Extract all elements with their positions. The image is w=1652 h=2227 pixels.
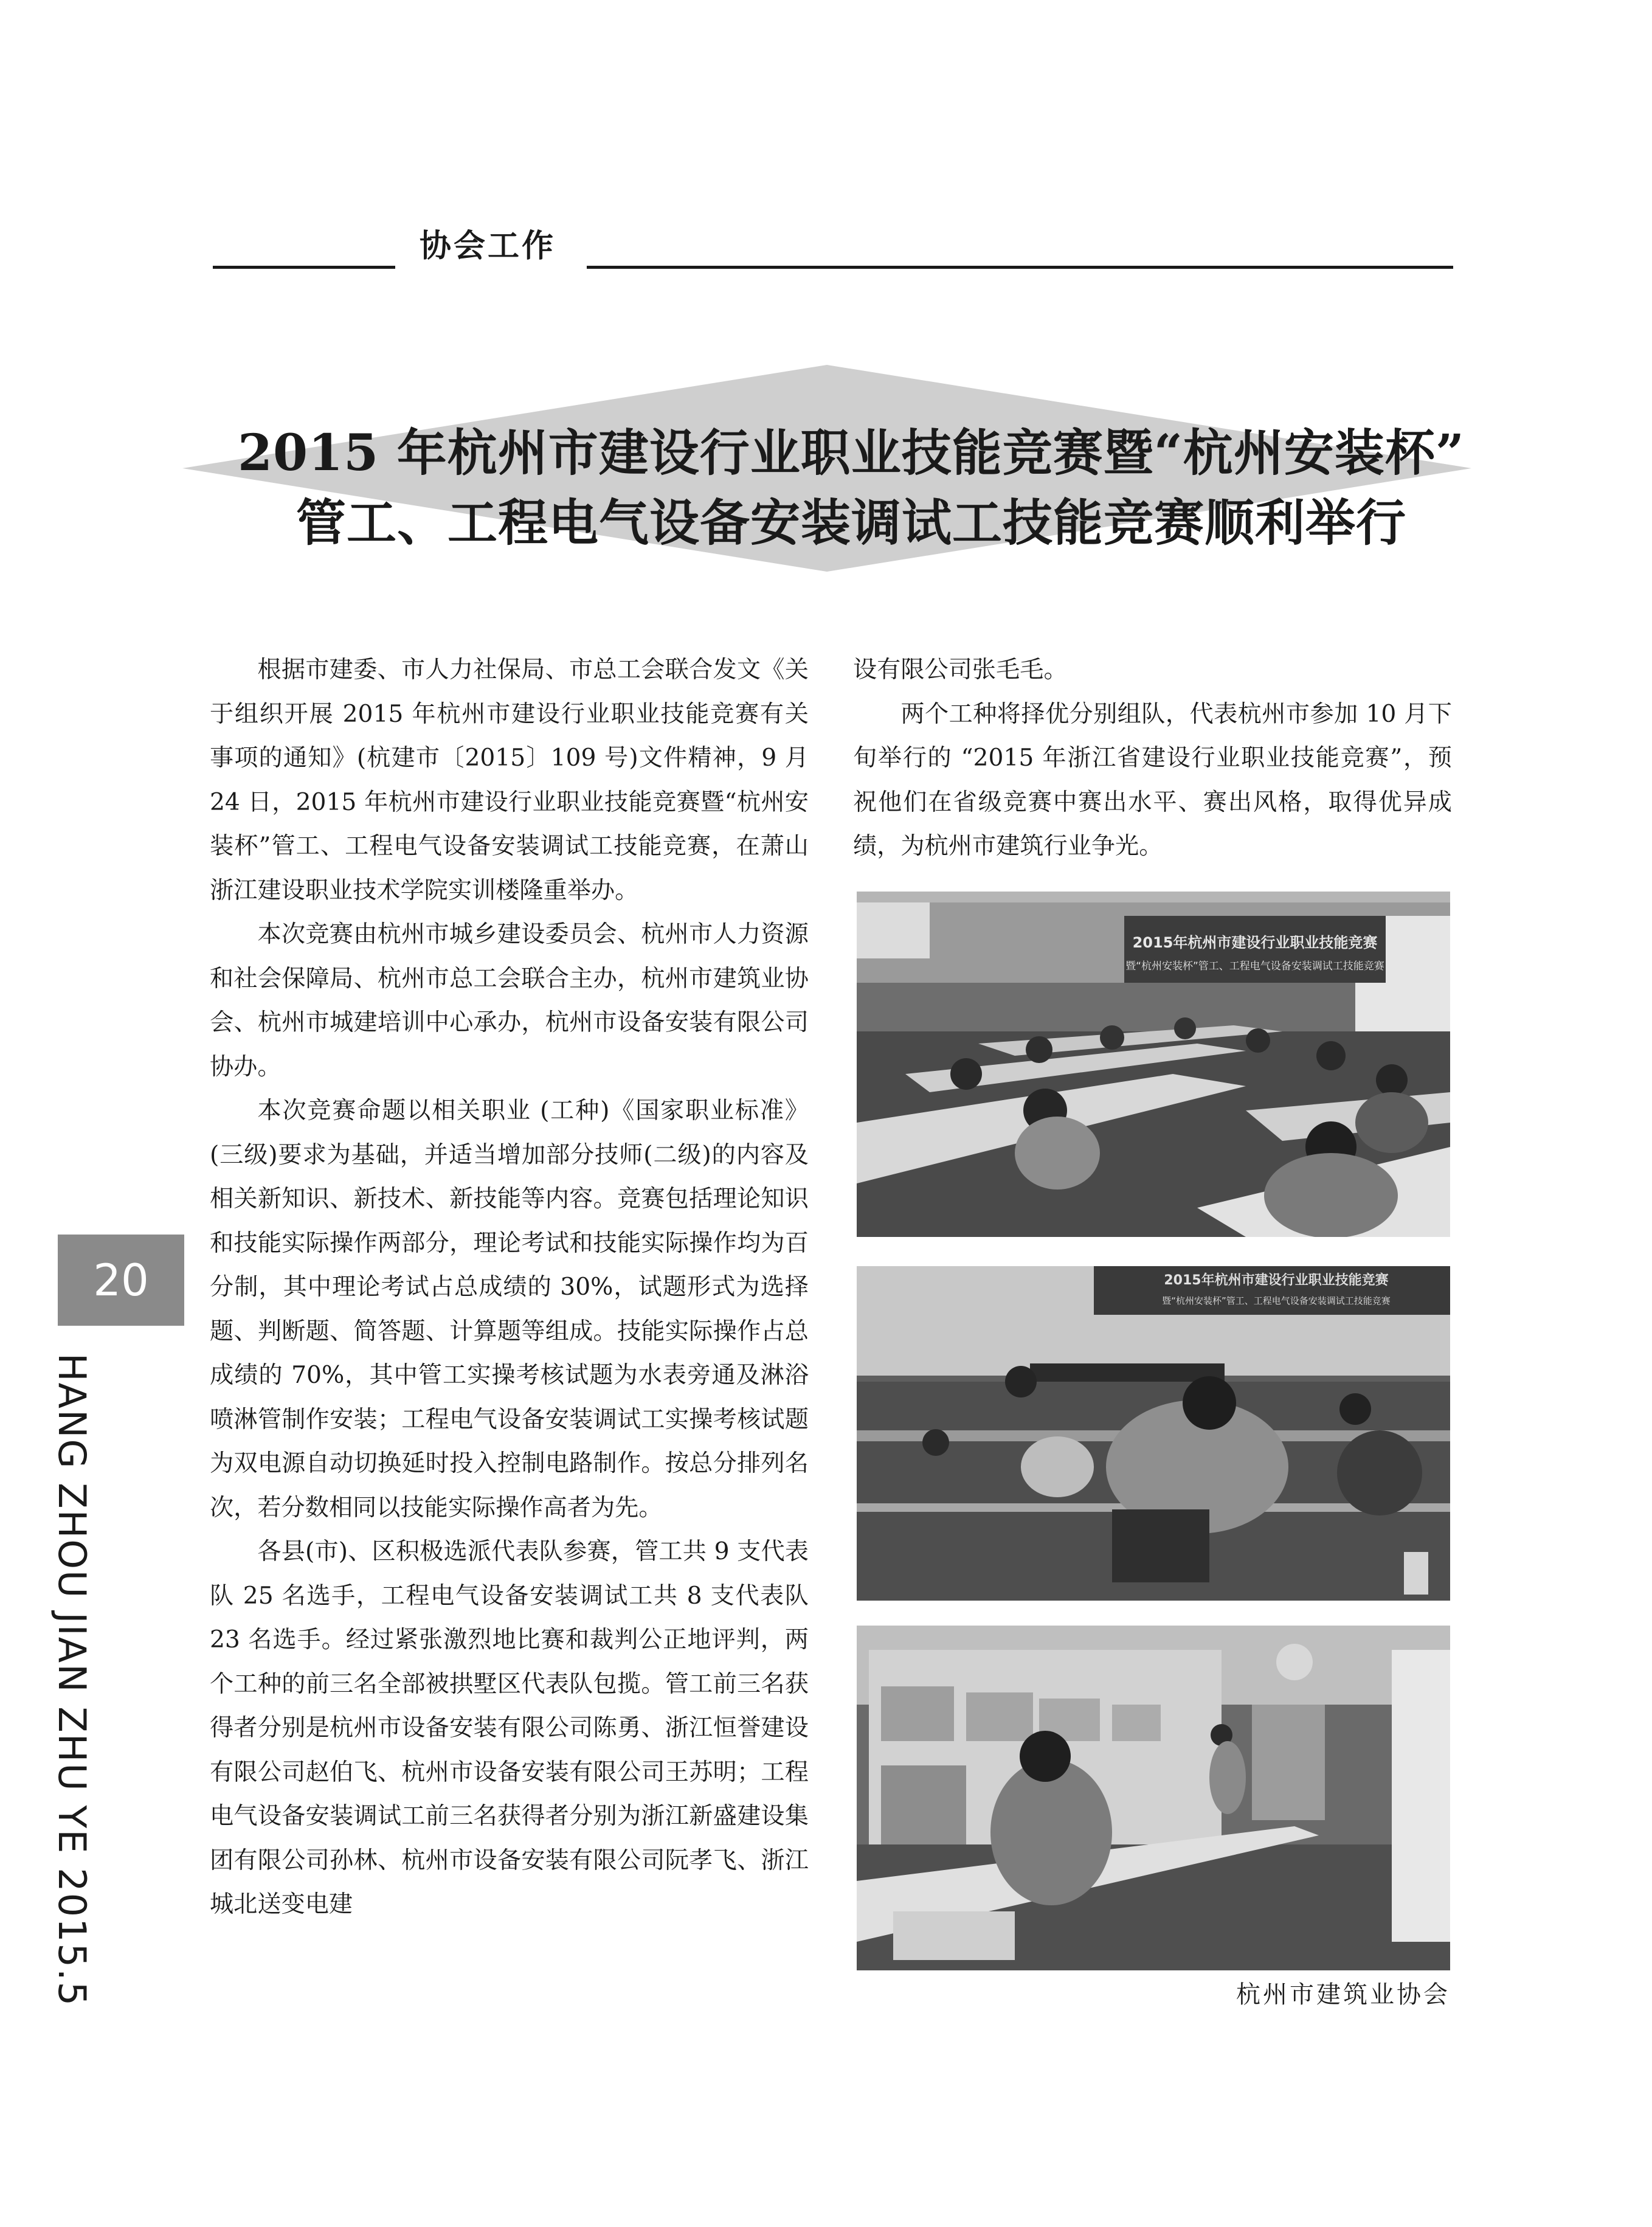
paragraph-3: 本次竞赛命题以相关职业 (工种)《国家职业标准》(三级)要求为基础，并适当增加部分技师(二级)的内容及相关新知识、新技术、新技能等内容。竞赛包括理论知识和技能实际操作两部分，理论考试和技能实际操作均为百分制，其中理论考试占总成绩的 30%，试题形式为选择题、判断题、简答题、计算题等组成。技能实际操作占总成绩的 70%，其中管工实操考核试题为水表旁通及淋浴喷淋管制作安装；工程电气设备安装调试工实操考核试题为双电源自动切换延时投入控制电路制作。按总分排列名次，若分数相同以技能实际操作高者为先。 <box>210 1097 809 1522</box>
author-credit: 杭州市建筑业协会 <box>1236 1981 1450 2009</box>
photo-electrical-installation <box>857 1626 1450 1970</box>
header-rule-left <box>213 266 395 269</box>
journal-running-title: HANG ZHOU JIAN ZHU YE 2015.5 <box>50 1353 94 2007</box>
page-number: 20 <box>58 1235 184 1326</box>
paragraph-1: 根据市建委、市人力社保局、市总工会联合发文《关于组织开展 2015 年杭州市建设行业职业技能竞赛有关事项的通知》(杭建市〔2015〕109 号)文件精神，9 月 24 日，2015 年杭州市建设行业职业技能竞赛暨“杭州安装杯”管工、工程电气设备安装调试工技能竞赛，在萧山浙江建设职业技术学院实训楼隆重举办。 <box>210 656 809 904</box>
paragraph-2: 本次竞赛由杭州市城乡建设委员会、杭州市人力资源和社会保障局、杭州市总工会联合主办，杭州市建筑业协会、杭州市城建培训中心承办，杭州市设备安装有限公司协办。 <box>210 921 809 1081</box>
article-title-line1: 2015 年杭州市建设行业职业技能竞赛暨“杭州安装杯” <box>237 424 1465 482</box>
banner-1-line1: 2015年杭州市建设行业职业技能竞赛 <box>1132 934 1378 951</box>
paragraph-4-continued: 设有限公司张毛毛。 <box>853 656 1068 684</box>
photo-theory-exam <box>857 892 1450 1237</box>
section-label: 协会工作 <box>420 228 556 265</box>
banner-1-line2: 暨“杭州安装杯”管工、工程电气设备安装调试工技能竞赛 <box>1125 960 1384 972</box>
paragraph-5: 两个工种将择优分别组队，代表杭州市参加 10 月下旬举行的 “2015 年浙江省建设行业职业技能竞赛”，预祝他们在省级竞赛中赛出水平、赛出风格，取得优异成绩，为杭州市建筑行业争光。 <box>853 700 1452 860</box>
header-rule-right <box>587 266 1453 269</box>
article-column-right <box>853 648 1452 869</box>
paragraph-4: 各县(市)、区积极选派代表队参赛，管工共 9 支代表队 25 名选手，工程电气设备安装调试工共 8 支代表队 23 名选手。经过紧张激烈地比赛和裁判公正地评判，两个工种的前三名全部被拱墅区代表队包揽。管工前三名获得者分别是杭州市设备安装有限公司陈勇、浙江恒誉建设有限公司赵伯飞、杭州市设备安装有限公司王苏明；工程电气设备安装调试工前三名获得者分别为浙江新盛建设集团有限公司孙林、杭州市设备安装有限公司阮孝飞、浙江城北送变电建 <box>210 1538 809 1918</box>
photo-pipe-fitting <box>857 1266 1450 1601</box>
banner-2-line2: 暨“杭州安装杯”管工、工程电气设备安装调试工技能竞赛 <box>1162 1295 1391 1306</box>
article-column-left <box>210 648 809 1927</box>
banner-2-line1: 2015年杭州市建设行业职业技能竞赛 <box>1164 1273 1389 1288</box>
article-title-line2: 管工、工程电气设备安装调试工技能竞赛顺利举行 <box>295 494 1406 552</box>
